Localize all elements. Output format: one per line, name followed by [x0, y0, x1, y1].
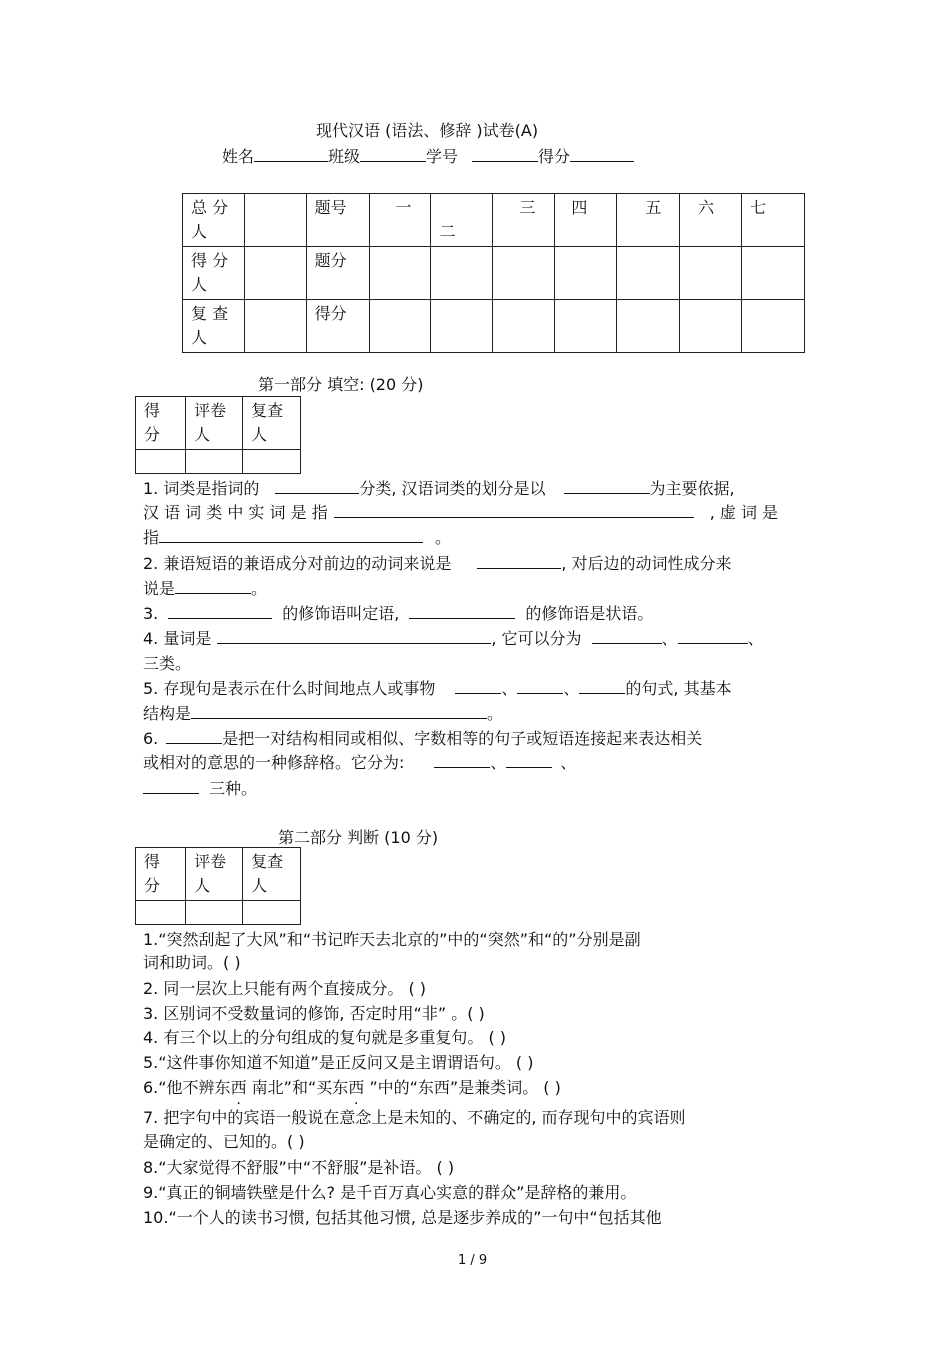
part1-question-4	[143, 626, 764, 649]
part1-question-5-line2	[143, 701, 503, 724]
table-cell: 复 查人	[191, 304, 229, 347]
class-field[interactable]	[360, 147, 426, 162]
name-label: 姓名	[222, 147, 255, 166]
table-cell[interactable]	[136, 901, 186, 925]
table-cell[interactable]	[243, 901, 301, 925]
question-text: 的修饰语叫定语,	[282, 604, 400, 623]
answer-blank[interactable]	[517, 679, 563, 694]
part1-question-5	[143, 676, 732, 699]
answer-blank[interactable]	[168, 604, 272, 619]
question-text: 、	[563, 679, 580, 698]
table-cell: 二	[439, 222, 456, 241]
table-cell[interactable]	[431, 247, 493, 300]
question-text: 或相对的意思的一种修辞格。它分为:	[143, 753, 405, 772]
part2-question-1: 1.“突然刮起了大风”和“书记昨天去北京的”中的“突然”和“的”分别是副	[143, 930, 641, 949]
score-table-row	[183, 300, 805, 353]
part1-question-4-line2: 三类。	[143, 654, 192, 673]
part1-grader-table	[135, 396, 301, 474]
emphasis-char: 西	[348, 1078, 365, 1097]
table-cell: 得 分人	[191, 251, 229, 294]
question-text: 、	[501, 679, 518, 698]
table-cell: 五	[645, 198, 662, 217]
answer-blank[interactable]	[409, 604, 515, 619]
table-cell: 得分	[144, 401, 161, 444]
part1-question-3	[143, 601, 653, 624]
part1-heading: 第一部分 填空: (20 分)	[258, 375, 424, 394]
table-cell[interactable]	[617, 247, 680, 300]
table-cell[interactable]	[555, 247, 617, 300]
part2-question-9: 9.“真正的铜墙铁壁是什么? 是千百万真心实意的群众”是辞格的兼用。	[143, 1183, 637, 1202]
table-cell[interactable]	[186, 450, 243, 474]
score-table-row	[183, 194, 805, 247]
question-text: 为主要依据,	[649, 479, 735, 498]
table-cell: 四	[571, 198, 588, 217]
table-cell[interactable]	[493, 300, 555, 353]
question-text: 汉 语 词 类 中 实 词 是 指	[143, 503, 328, 522]
question-text: 、	[661, 629, 678, 648]
table-cell[interactable]	[680, 300, 742, 353]
name-field[interactable]	[254, 147, 328, 162]
class-label: 班级	[328, 147, 361, 166]
table-cell: 六	[698, 198, 715, 217]
part1-question-6-line3	[143, 776, 257, 799]
id-field[interactable]	[472, 147, 538, 162]
question-text: 的修饰语是状语。	[525, 604, 654, 623]
question-text: 、	[560, 753, 577, 772]
part1-question-2	[143, 551, 732, 574]
table-cell[interactable]	[742, 247, 805, 300]
answer-blank[interactable]	[506, 753, 552, 768]
answer-blank[interactable]	[678, 629, 748, 644]
question-text: , 对后边的动词性成分来	[561, 554, 732, 573]
table-cell[interactable]	[136, 450, 186, 474]
answer-blank[interactable]	[579, 679, 625, 694]
answer-blank[interactable]	[477, 554, 561, 569]
answer-blank[interactable]	[564, 479, 650, 494]
question-text: 的句式, 其基本	[625, 679, 732, 698]
answer-blank[interactable]	[143, 779, 199, 794]
part1-question-1-line2	[143, 500, 778, 523]
answer-blank[interactable]	[166, 729, 222, 744]
answer-blank[interactable]	[434, 753, 490, 768]
part2-question-10: 10.“一个人的读书习惯, 包括其他习惯, 总是逐步养成的”一句中“包括其他	[143, 1208, 662, 1227]
part1-question-6-line2	[143, 750, 576, 773]
table-cell: 复查人	[251, 401, 284, 444]
id-label: 学号	[426, 147, 459, 166]
table-cell[interactable]	[431, 300, 493, 353]
score-label: 得分	[538, 147, 571, 166]
answer-blank[interactable]	[191, 704, 487, 719]
question-text: ”中的“东西”是兼类词。 ( )	[364, 1078, 561, 1097]
question-text: 。	[487, 704, 504, 723]
question-text: 指	[143, 528, 160, 547]
answer-blank[interactable]	[159, 528, 423, 543]
part1-question-1-line3	[143, 525, 451, 548]
score-table	[182, 193, 805, 353]
page-number: 1 / 9	[458, 1253, 488, 1268]
table-cell: 三	[519, 198, 536, 217]
score-table-row	[183, 247, 805, 300]
question-text: 6.	[143, 729, 159, 748]
question-text: 分类, 汉语词类的划分是以	[359, 479, 546, 498]
answer-blank[interactable]	[175, 579, 251, 594]
part1-question-6	[143, 726, 702, 749]
part2-question-2: 2. 同一层次上只能有两个直接成分。 ( )	[143, 979, 427, 998]
answer-blank[interactable]	[455, 679, 501, 694]
part2-question-7: 7. 把字句中的宾语一般说在意念上是未知的、不确定的, 而存现句中的宾语则	[143, 1108, 686, 1127]
question-text: , 它可以分为	[491, 629, 582, 648]
table-cell: 评卷人	[194, 852, 227, 895]
part2-grader-table	[135, 847, 301, 925]
emphasis-char: 西	[230, 1078, 247, 1097]
answer-blank[interactable]	[217, 629, 491, 644]
table-cell[interactable]	[493, 247, 555, 300]
question-text: 4. 量词是	[143, 629, 212, 648]
score-field[interactable]	[570, 147, 634, 162]
part1-question-1	[143, 476, 735, 499]
question-text: 1. 词类是指词的	[143, 479, 260, 498]
table-cell[interactable]	[680, 247, 742, 300]
part2-question-3: 3. 区别词不受数量词的修饰, 否定时用“非” 。( )	[143, 1004, 485, 1023]
question-text: 2. 兼语短语的兼语成分对前边的动词来说是	[143, 554, 452, 573]
answer-blank[interactable]	[334, 503, 694, 518]
table-cell: 得分	[314, 304, 347, 323]
table-cell[interactable]	[555, 300, 617, 353]
question-text: 结构是	[143, 704, 192, 723]
part2-question-8: 8.“大家觉得不舒服”中“不舒服”是补语。 ( )	[143, 1158, 455, 1177]
question-text: 三种。	[209, 779, 258, 798]
question-text: 说是	[143, 579, 176, 598]
table-cell	[245, 247, 306, 251]
part2-question-7-line2: 是确定的、已知的。( )	[143, 1132, 305, 1151]
part2-question-6	[143, 1075, 561, 1100]
table-cell[interactable]	[617, 300, 680, 353]
question-text: 6.“他不辨东	[143, 1078, 231, 1097]
part2-question-1-line2: 词和助词。( )	[143, 953, 241, 972]
table-cell: 复查人	[251, 852, 284, 895]
table-cell	[245, 300, 306, 304]
table-cell: 一	[395, 198, 412, 217]
question-text: 5. 存现句是表示在什么时间地点人或事物	[143, 679, 436, 698]
table-cell: 总 分人	[191, 198, 229, 241]
answer-blank[interactable]	[275, 479, 359, 494]
table-cell: 七	[750, 198, 767, 217]
part2-heading: 第二部分 判断 (10 分)	[278, 828, 439, 847]
part1-question-2-line2	[143, 576, 267, 599]
question-text: 3.	[143, 604, 159, 623]
question-text: 、	[747, 629, 764, 648]
table-cell	[245, 194, 306, 198]
question-text: 是把一对结构相同或相似、字数相等的句子或短语连接起来表达相关	[222, 729, 703, 748]
table-cell[interactable]	[369, 300, 431, 353]
table-cell[interactable]	[186, 901, 243, 925]
part2-question-5: 5.“这件事你知道不知道”是正反问又是主谓谓语句。 ( )	[143, 1053, 534, 1072]
table-cell: 评卷人	[194, 401, 227, 444]
question-text: 、	[490, 753, 507, 772]
student-info-line	[222, 144, 634, 167]
table-cell: 题分	[314, 251, 347, 270]
table-cell[interactable]	[369, 247, 431, 300]
table-cell[interactable]	[742, 300, 805, 353]
question-text: 。	[435, 528, 452, 547]
exam-title: 现代汉语 (语法、修辞 )试卷(A)	[316, 121, 539, 140]
table-cell[interactable]	[243, 450, 301, 474]
question-text: , 虚 词 是	[709, 503, 779, 522]
part2-question-4: 4. 有三个以上的分句组成的复句就是多重复句。 ( )	[143, 1028, 507, 1047]
question-text: 南北”和“买东	[246, 1078, 349, 1097]
table-cell: 得分	[144, 852, 161, 895]
table-cell: 题号	[314, 198, 347, 217]
question-text: 。	[251, 579, 268, 598]
answer-blank[interactable]	[592, 629, 662, 644]
